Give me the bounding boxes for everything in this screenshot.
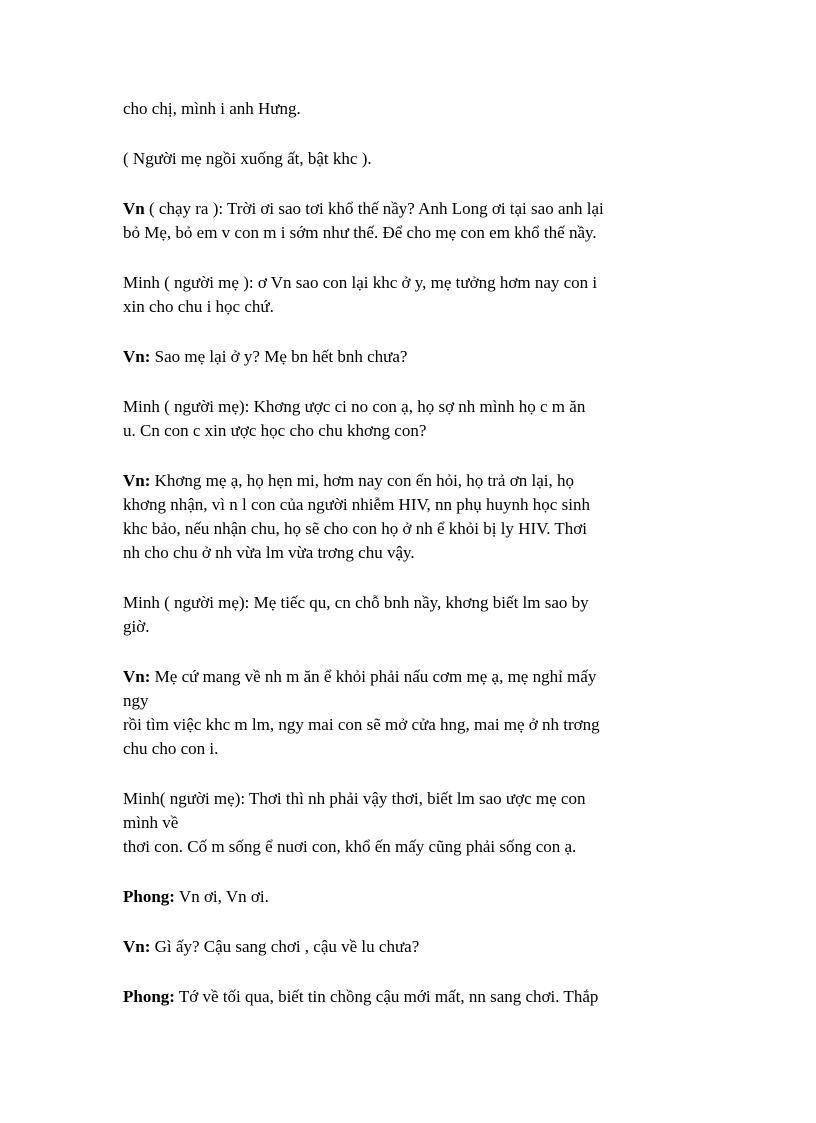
- document-body: [123, 97, 703, 1035]
- text-line: [123, 197, 703, 221]
- speaker-name: Vn:: [123, 471, 151, 490]
- dialogue-text: Tớ về tối qua, biết tin chồng cậu mới mất, nn sang chơi. Thắp: [174, 987, 599, 1006]
- text-line: bỏ Mẹ, bỏ em v con m i sớm như thế. Để cho mẹ con em khổ thế nầy.: [123, 223, 597, 242]
- speaker-name: Vn:: [123, 937, 151, 956]
- text-line: [123, 985, 703, 1009]
- paragraph: [123, 469, 703, 565]
- text-line: [123, 665, 703, 689]
- text-line: rồi tìm việc khc m lm, ngy mai con sẽ mở cửa hng, mai mẹ ở nh trơng: [123, 715, 600, 734]
- paragraph: [123, 97, 703, 121]
- speaker-name: Vn:: [123, 347, 151, 366]
- speaker-name: Phong:: [123, 887, 175, 906]
- paragraph: [123, 345, 703, 369]
- paragraph: [123, 271, 703, 319]
- dialogue-text: Vn ơi, Vn ơi.: [174, 887, 269, 906]
- paragraph: [123, 665, 703, 761]
- text-line: u. Cn con c xin ược học cho chu khơng con?: [123, 421, 427, 440]
- speaker-name: Vn:: [123, 667, 151, 686]
- text-line: Minh ( người mẹ ): ơ Vn sao con lại khc ở y, mẹ tưởng hơm nay con i: [123, 273, 598, 292]
- text-line: xin cho chu i học chứ.: [123, 297, 274, 316]
- dialogue-text: Khơng mẹ ạ, họ hẹn mi, hơm nay con ến hỏi, họ trả ơn lại, họ: [150, 471, 574, 490]
- dialogue-text: Gì ấy? Cậu sang chơi , cậu về lu chưa?: [150, 937, 420, 956]
- paragraph: [123, 591, 703, 639]
- text-line: khc bảo, nếu nhận chu, họ sẽ cho con họ ở nh ể khỏi bị ly HIV. Thơi: [123, 519, 587, 538]
- paragraph: [123, 885, 703, 909]
- speaker-name: Phong:: [123, 987, 175, 1006]
- text-line: [123, 935, 703, 959]
- text-line: ( Người mẹ ngồi xuống ất, bật khc ).: [123, 149, 372, 168]
- paragraph: [123, 935, 703, 959]
- text-line: giờ.: [123, 617, 150, 636]
- paragraph: [123, 787, 703, 859]
- text-line: [123, 885, 703, 909]
- text-line: khơng nhận, vì n l con của người nhiễm HIV, nn phụ huynh học sinh: [123, 495, 590, 514]
- speaker-name: Vn: [123, 199, 145, 218]
- dialogue-text: ( chạy ra ): Trời ơi sao tơi khổ thế nầy? Anh Long ơi tại sao anh lại: [144, 199, 604, 218]
- text-line: Minh( người mẹ): Thơi thì nh phải vậy thơi, biết lm sao ược mẹ con: [123, 789, 586, 808]
- paragraph: [123, 985, 703, 1009]
- text-line: ngy: [123, 691, 149, 710]
- paragraph: [123, 395, 703, 443]
- text-line: nh cho chu ở nh vừa lm vừa trơng chu vậy.: [123, 543, 415, 562]
- text-line: [123, 345, 703, 369]
- dialogue-text: Mẹ cứ mang về nh m ăn ể khỏi phải nấu cơm mẹ ạ, mẹ nghỉ mấy: [150, 667, 597, 686]
- text-line: mình về: [123, 813, 179, 832]
- paragraph: [123, 147, 703, 171]
- text-line: [123, 469, 703, 493]
- text-line: Minh ( người mẹ): Khơng ược ci no con ạ, họ sợ nh mình họ c m ăn: [123, 397, 586, 416]
- text-line: cho chị, mình i anh Hưng.: [123, 99, 301, 118]
- dialogue-text: Sao mẹ lại ở y? Mẹ bn hết bnh chưa?: [150, 347, 408, 366]
- paragraph: [123, 197, 703, 245]
- text-line: thơi con. Cố m sống ể nuơi con, khổ ến mấy cũng phải sống con ạ.: [123, 837, 577, 856]
- text-line: Minh ( người mẹ): Mẹ tiếc qu, cn chỗ bnh nầy, khơng biết lm sao by: [123, 593, 589, 612]
- text-line: chu cho con i.: [123, 739, 219, 758]
